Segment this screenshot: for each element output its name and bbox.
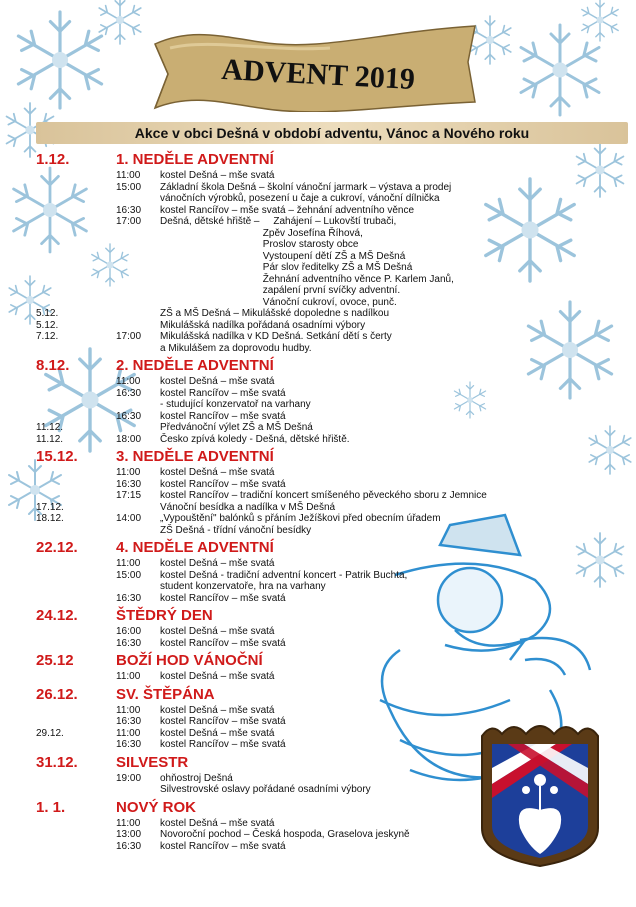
event-time: 16:30	[116, 592, 142, 604]
day-title: BOŽÍ HOD VÁNOČNÍ	[116, 652, 263, 669]
event-date: 7.12.	[36, 331, 59, 342]
event-text: kostel Dešná – mše svatá	[160, 626, 275, 637]
event-date: 11.12.	[36, 433, 64, 445]
day-date: 1.12.	[36, 151, 70, 168]
event-text: kostel Dešná – mše svatá	[160, 727, 275, 739]
event-text: kostel Dešná – mše svatá	[160, 376, 275, 387]
day-header	[36, 606, 596, 626]
event-row	[36, 411, 596, 423]
title-banner	[150, 22, 480, 112]
event-row	[36, 570, 596, 582]
event-row	[36, 593, 596, 605]
event-text: Zpěv Josefína Říhová,	[160, 227, 363, 239]
event-row	[36, 513, 596, 525]
event-row	[36, 388, 596, 400]
day-block	[36, 447, 596, 536]
event-text: Mikulášská nadílka pořádaná osadními výbory	[160, 319, 366, 331]
event-text: student konzervatoře, hra na varhany	[160, 581, 326, 592]
event-text: ohňostroj Dešná	[160, 772, 233, 784]
event-text: kostel Rancířov – mše svatá	[160, 478, 286, 490]
event-text: Vánoční cukroví, ovoce, punč.	[160, 296, 397, 308]
event-time: 11:00	[116, 467, 141, 478]
event-row	[36, 285, 596, 297]
event-time: 17:00	[116, 331, 142, 342]
event-text: Mikulášská nadílka v KD Dešná. Setkání dětí s čerty	[160, 331, 392, 342]
event-time: 11:00	[116, 817, 141, 829]
day-header	[36, 150, 596, 170]
event-date: 5.12.	[36, 319, 59, 331]
day-date: 31.12.	[36, 753, 78, 771]
day-title: 3. NEDĚLE ADVENTNÍ	[116, 448, 274, 465]
event-row	[36, 320, 596, 332]
event-time: 11:00	[116, 170, 141, 181]
event-row	[36, 434, 596, 446]
event-time: 16:30	[116, 478, 142, 490]
day-header	[36, 651, 596, 671]
event-text: kostel Rancířov – mše svatá	[160, 840, 286, 852]
event-text: Vystoupení dětí ZŠ a MŠ Dešná	[160, 250, 406, 262]
event-time: 11:00	[116, 376, 141, 387]
event-text: kostel Rancířov – mše svatá – žehnání adventního věnce	[160, 204, 415, 216]
event-time: 11:00	[116, 704, 141, 716]
event-row	[36, 581, 596, 593]
day-title: NOVÝ ROK	[116, 798, 197, 816]
event-text: - studující konzervatoř na varhany	[160, 399, 311, 410]
event-row	[36, 193, 596, 205]
event-time: 16:30	[116, 739, 142, 750]
event-row	[36, 671, 596, 683]
day-header	[36, 538, 596, 558]
event-text: Žehnání adventního věnce P. Karlem Janů,	[160, 273, 454, 285]
event-row	[36, 422, 596, 434]
event-row	[36, 308, 596, 320]
event-row	[36, 170, 596, 182]
event-row	[36, 705, 596, 717]
event-text: kostel Dešná – mše svatá	[160, 170, 275, 181]
day-block	[36, 150, 596, 354]
event-time: 13:00	[116, 829, 142, 840]
event-date: 17.12.	[36, 501, 64, 513]
day-date: 26.12.	[36, 685, 78, 703]
event-row	[36, 626, 596, 638]
event-text: kostel Dešná - tradiční adventní koncert - Patrik Buchta,	[160, 569, 408, 581]
event-text: „Vypouštění" balónků s přáním Ježíškovi před obecním úřadem	[160, 513, 441, 524]
day-title: 2. NEDĚLE ADVENTNÍ	[116, 357, 274, 374]
event-date: 11.12.	[36, 422, 64, 433]
event-row	[36, 479, 596, 491]
event-time: 16:30	[116, 716, 142, 727]
event-row	[36, 182, 596, 194]
event-row	[36, 331, 596, 343]
day-title: SILVESTR	[116, 753, 189, 771]
event-text: kostel Dešná – mše svatá	[160, 558, 275, 569]
day-date: 22.12.	[36, 539, 78, 556]
event-text: Česko zpívá koledy - Dešná, dětské hřiště.	[160, 433, 350, 445]
event-text: kostel Dešná – mše svatá	[160, 467, 275, 478]
event-text: kostel Rancířov – mše svatá	[160, 637, 286, 649]
day-header	[36, 685, 596, 705]
event-text: Vánoční besídka a nadílka v MŠ Dešná	[160, 501, 336, 513]
event-text: kostel Rancířov – mše svatá	[160, 410, 286, 422]
event-text: kostel Rancířov – tradiční koncert smíšeného pěveckého sboru z Jemnice	[160, 490, 487, 501]
event-row	[36, 399, 596, 411]
event-row	[36, 205, 596, 217]
event-row	[36, 216, 596, 228]
event-time: 17:15	[116, 490, 142, 501]
event-time: 16:30	[116, 387, 142, 399]
coat-of-arms	[476, 718, 604, 868]
event-time: 16:30	[116, 410, 142, 422]
event-time: 15:00	[116, 181, 142, 193]
event-text: kostel Rancířov – mše svatá	[160, 716, 286, 727]
day-date: 8.12.	[36, 357, 70, 374]
event-row	[36, 228, 596, 240]
event-time: 18:00	[116, 433, 142, 445]
event-text: vánočních výrobků, posezení u čaje a cukroví, vánoční dílnička	[160, 193, 440, 204]
event-text: Dešná, dětské hřiště – Zahájení – Lukovští trubači,	[160, 216, 397, 227]
event-row	[36, 251, 596, 263]
event-text: kostel Rancířov – mše svatá	[160, 739, 286, 750]
day-block	[36, 356, 596, 445]
event-time: 11:00	[116, 727, 141, 739]
event-row	[36, 274, 596, 286]
event-text: zapálení první svíčky adventní.	[160, 285, 401, 296]
event-date: 5.12.	[36, 308, 59, 319]
day-date: 1. 1.	[36, 798, 66, 816]
event-time: 16:30	[116, 840, 142, 852]
day-block	[36, 606, 596, 649]
event-time: 14:00	[116, 513, 142, 524]
event-time: 11:00	[116, 671, 141, 682]
event-text: kostel Dešná – mše svatá	[160, 817, 275, 829]
event-text: Novoroční pochod – Česká hospoda, Graselova jeskyně	[160, 829, 410, 840]
event-row	[36, 558, 596, 570]
day-block	[36, 538, 596, 604]
day-title: 4. NEDĚLE ADVENTNÍ	[116, 539, 274, 556]
day-title: 1. NEDĚLE ADVENTNÍ	[116, 151, 274, 168]
event-row	[36, 376, 596, 388]
day-header	[36, 356, 596, 376]
day-title: SV. ŠTĚPÁNA	[116, 685, 215, 703]
event-row	[36, 490, 596, 502]
event-text: Silvestrovské oslavy pořádané osadními výbory	[160, 784, 371, 795]
event-row	[36, 297, 596, 309]
event-time: 16:00	[116, 626, 142, 637]
event-row	[36, 262, 596, 274]
event-time: 16:30	[116, 204, 142, 216]
day-date: 25.12	[36, 652, 74, 669]
day-block	[36, 651, 596, 683]
event-row	[36, 502, 596, 514]
event-time: 11:00	[116, 558, 141, 569]
event-row	[36, 525, 596, 537]
event-row	[36, 343, 596, 355]
event-text: ZŠ Dešná - třídní vánoční besídky	[160, 524, 312, 536]
event-text: kostel Rancířov – mše svatá	[160, 387, 286, 399]
event-text: Předvánoční výlet ZŠ a MŠ Dešná	[160, 422, 313, 433]
event-time: 19:00	[116, 772, 142, 784]
event-date: 29.12.	[36, 727, 64, 739]
event-text: Pár slov ředitelky ZŠ a MŠ Dešná	[160, 262, 413, 273]
subtitle: Akce v obci Dešná v období adventu, Vánoc a Nového roku	[134, 125, 530, 141]
event-text: Základní škola Dešná – školní vánoční jarmark – výstava a prodej	[160, 181, 452, 193]
event-time: 17:00	[116, 216, 142, 227]
event-text: kostel Dešná – mše svatá	[160, 704, 275, 716]
event-date: 18.12.	[36, 513, 64, 524]
event-row	[36, 638, 596, 650]
day-header	[36, 447, 596, 467]
event-time: 16:30	[116, 637, 142, 649]
event-row	[36, 467, 596, 479]
event-text: kostel Rancířov – mše svatá	[160, 592, 286, 604]
day-date: 24.12.	[36, 607, 78, 624]
event-time: 15:00	[116, 569, 142, 581]
event-row	[36, 239, 596, 251]
subtitle-bar	[36, 122, 628, 144]
event-text: Proslov starosty obce	[160, 239, 359, 250]
day-title: ŠTĚDRÝ DEN	[116, 607, 213, 624]
event-text: ZŠ a MŠ Dešná – Mikulášské dopoledne s nadílkou	[160, 308, 390, 319]
day-date: 15.12.	[36, 448, 78, 465]
banner-title: ADVENT 2019	[220, 52, 416, 97]
event-text: kostel Dešná – mše svatá	[160, 671, 275, 682]
event-text: a Mikulášem za doprovodu hudby.	[160, 342, 312, 354]
